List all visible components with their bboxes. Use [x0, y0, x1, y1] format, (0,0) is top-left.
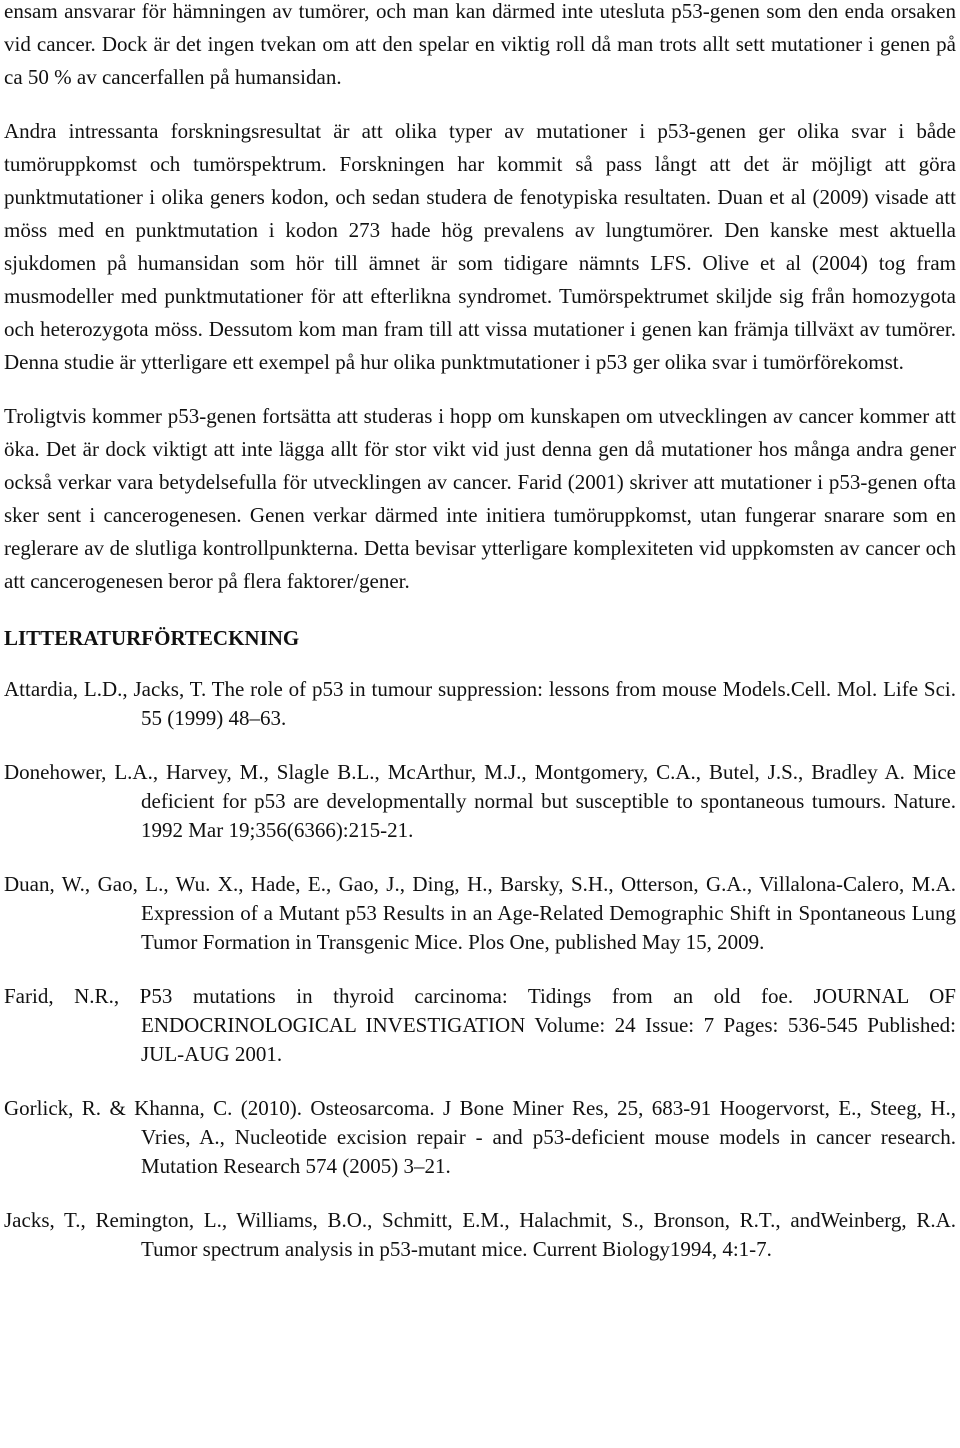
reference-entry: Jacks, T., Remington, L., Williams, B.O., Schmitt, E.M., Halachmit, S., Bronson, R.T., andWeinberg, R.A. Tumor spectrum analysis in p53-mutant mice. Current Biology1994, 4:1-7. — [4, 1208, 956, 1261]
reference-entry: Attardia, L.D., Jacks, T. The role of p53 in tumour suppression: lessons from mouse Models.Cell. Mol. Life Sci. 55 (1999) 48–63. — [4, 677, 956, 730]
document-page — [4, 0, 956, 1264]
reference-entry: Donehower, L.A., Harvey, M., Slagle B.L., McArthur, M.J., Montgomery, C.A., Butel, J.S., Bradley A. Mice deficient for p53 are developmentally normal but susceptible to spontaneous tumours. Nature. 1992 Mar 19;356(6366):215-21. — [4, 760, 956, 842]
reference-entry: Duan, W., Gao, L., Wu. X., Hade, E., Gao, J., Ding, H., Barsky, S.H., Otterson, G.A., Villalona-Calero, M.A. Expression of a Mutant p53 Results in an Age-Related Demographic Shift in Spontaneous Lung Tumor Formation in Transgenic Mice. Plos One, published May 15, 2009. — [4, 872, 956, 954]
reference-list — [4, 675, 956, 1264]
body-paragraph: Troligtvis kommer p53-genen fortsätta att studeras i hopp om kunskapen om utvecklingen av cancer kommer att öka. Det är dock viktigt att inte lägga allt för stor vikt vid just denna gen då mutationer hos många andra gener också verkar vara betydelsefulla för utvecklingen av cancer. Farid (2001) skriver att mutationer i p53-genen ofta sker sent i cancerogenesen. Genen verkar därmed inte initiera tumöruppkomst, utan fungerar snarare som en reglerare av de slutliga kontrollpunkterna. Detta bevisar ytterligare komplexiteten vid uppkomsten av cancer och att cancerogenesen beror på flera faktorer/gener. — [4, 404, 956, 593]
body-paragraph: ensam ansvarar för hämningen av tumörer, och man kan därmed inte utesluta p53-genen som den enda orsaken vid cancer. Dock är det ingen tvekan om att den spelar en viktig roll då man trots allt sett mutationer i genen på ca 50 % av cancerfallen på humansidan. — [4, 0, 956, 89]
body-paragraph: Andra intressanta forskningsresultat är att olika typer av mutationer i p53-genen ger olika svar i både tumöruppkomst och tumörspektrum. Forskningen har kommit så pass långt att det är möjligt att göra punktmutationer i olika geners kodon, och sedan studera de fenotypiska resultaten. Duan et al (2009) visade att möss med en punktmutation i kodon 273 hade hög prevalens av lungtumörer. Den kanske mest aktuella sjukdomen på humansidan som hör till ämnet är som tidigare nämnts LFS. Olive et al (2004) tog fram musmodeller med punktmutationer för att efterlikna syndromet. Tumörspektrumet skiljde sig från homozygota och heterozygota möss. Dessutom kom man fram till att vissa mutationer i genen kan främja tillväxt av tumörer. Denna studie är ytterligare ett exempel på hur olika punktmutationer i p53 ger olika svar i tumörförekomst. — [4, 119, 956, 374]
reference-entry: Gorlick, R. & Khanna, C. (2010). Osteosarcoma. J Bone Miner Res, 25, 683-91 Hoogervorst, E., Steeg, H., Vries, A., Nucleotide excision repair - and p53-deficient mouse models in cancer research. Mutation Research 574 (2005) 3–21. — [4, 1096, 956, 1178]
reference-entry: Farid, N.R., P53 mutations in thyroid carcinoma: Tidings from an old foe. JOURNAL OF ENDOCRINOLOGICAL INVESTIGATION Volume: 24 Issue: 7 Pages: 536-545 Published: JUL-AUG 2001. — [4, 984, 956, 1066]
references-heading: LITTERATURFÖRTECKNING — [4, 626, 300, 650]
